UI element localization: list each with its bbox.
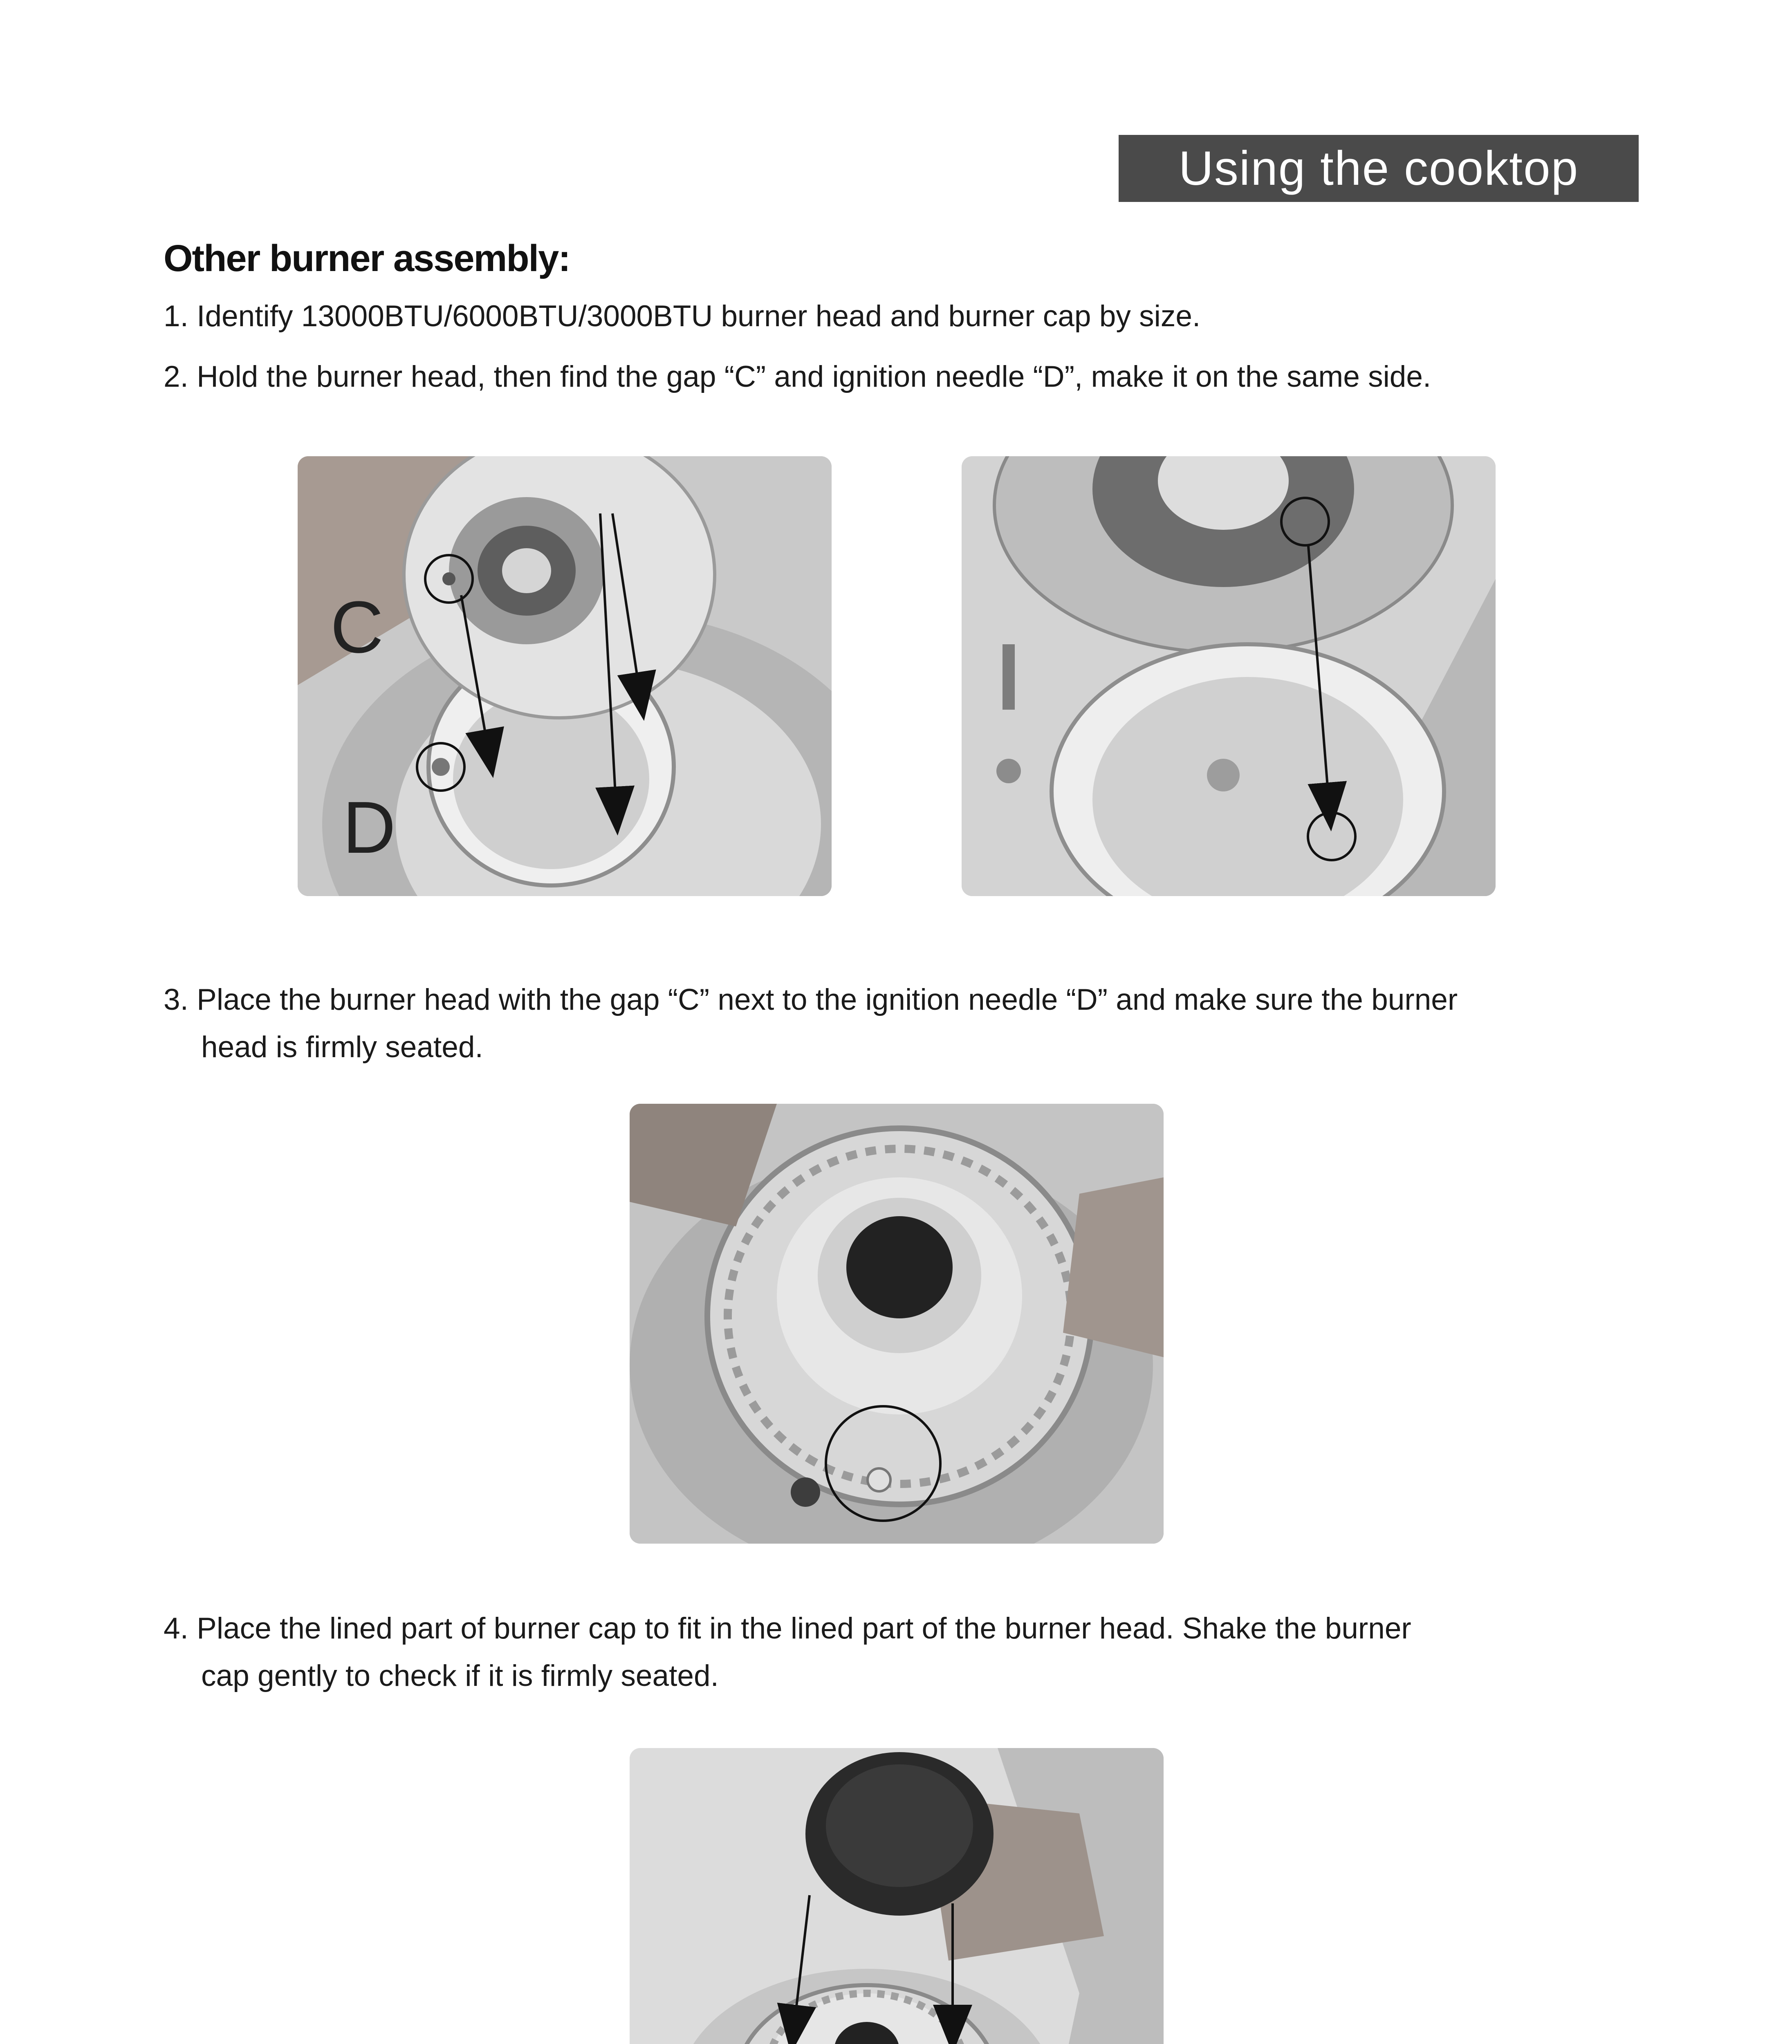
step-3 [164,976,1458,1071]
step-3-line-2: head is firmly seated. [201,1031,483,1064]
photo-3-illustration [630,1104,1164,1544]
label-needle-d: D [343,787,396,869]
section-title: Other burner assembly: [164,238,570,279]
step-3-line-1: 3. Place the burner head with the gap “C” next to the ignition needle “D” and make sure the burner [164,983,1458,1016]
label-gap-c: C [330,586,384,668]
photo-4-illustration [630,1748,1164,2044]
photo-2-illustration [962,456,1496,896]
photo-placing-burner-head [630,1104,1164,1544]
photo-1-illustration [298,456,832,896]
step-1: 1. Identify 13000BTU/6000BTU/3000BTU burner head and burner cap by size. [164,300,1201,333]
section-header: Using the cooktop [1119,135,1639,202]
step-4-line-1: 4. Place the lined part of burner cap to fit in the lined part of the burner head. Shake the burner [164,1612,1411,1645]
step-4 [164,1605,1411,1700]
photo-burner-head-gap-and-needle [298,456,832,896]
step-2: 2. Hold the burner head, then find the gap “C” and ignition needle “D”, make it on the same side. [164,360,1431,393]
photo-burner-head-alignment [962,456,1496,896]
photo-placing-burner-cap [630,1748,1164,2044]
step-4-line-2: cap gently to check if it is firmly seated. [201,1659,719,1692]
